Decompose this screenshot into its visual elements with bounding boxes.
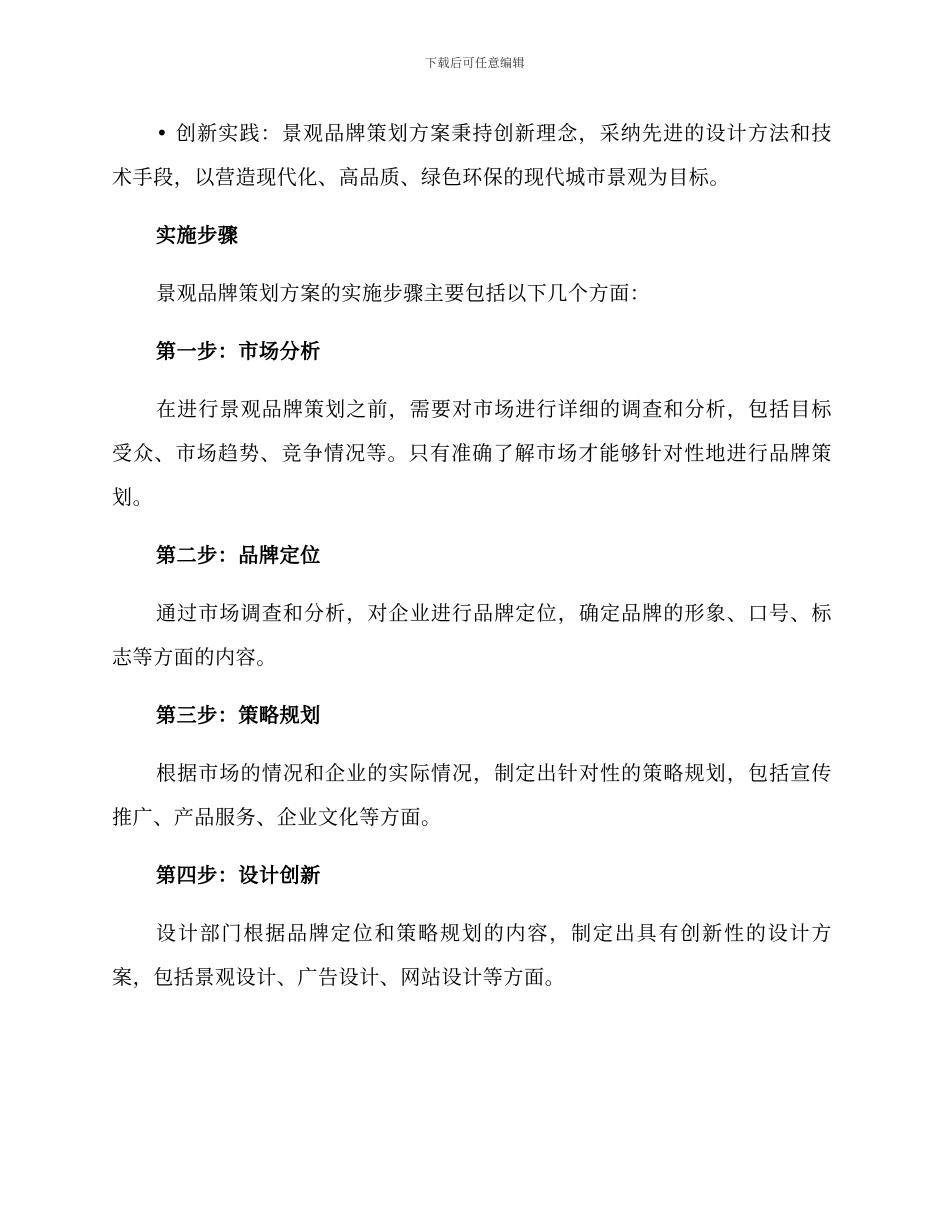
- paragraph-step-1: 在进行景观品牌策划之前，需要对市场进行详细的调查和分析，包括目标受众、市场趋势、竞争情况等。只有准确了解市场才能够针对性地进行品牌策划。: [112, 397, 832, 509]
- heading-implementation-steps: 实施步骤: [156, 223, 239, 247]
- page-header-note: 下载后可任意编辑: [424, 56, 525, 70]
- paragraph-step-2: 通过市场调查和分析，对企业进行品牌定位，确定品牌的形象、口号、标志等方面的内容。: [112, 601, 832, 669]
- heading-step-3: 第三步：策略规划: [156, 703, 321, 727]
- paragraph-step-4: 设计部门根据品牌定位和策略规划的内容，制定出具有创新性的设计方案，包括景观设计、广告设计、网站设计等方面。: [112, 921, 832, 989]
- paragraph-step-3: 根据市场的情况和企业的实际情况，制定出针对性的策略规划，包括宣传推广、产品服务、企业文化等方面。: [112, 761, 832, 829]
- heading-step-1: 第一步：市场分析: [156, 339, 321, 363]
- paragraph-steps-intro: 景观品牌策划方案的实施步骤主要包括以下几个方面：: [156, 281, 651, 305]
- heading-step-2: 第二步：品牌定位: [156, 543, 321, 567]
- heading-step-4: 第四步：设计创新: [156, 863, 321, 887]
- document-body: [112, 111, 832, 999]
- paragraph-innovation-practice: • 创新实践：景观品牌策划方案秉持创新理念，采纳先进的设计方法和技术手段，以营造现代化、高品质、绿色环保的现代城市景观为目标。: [112, 121, 832, 189]
